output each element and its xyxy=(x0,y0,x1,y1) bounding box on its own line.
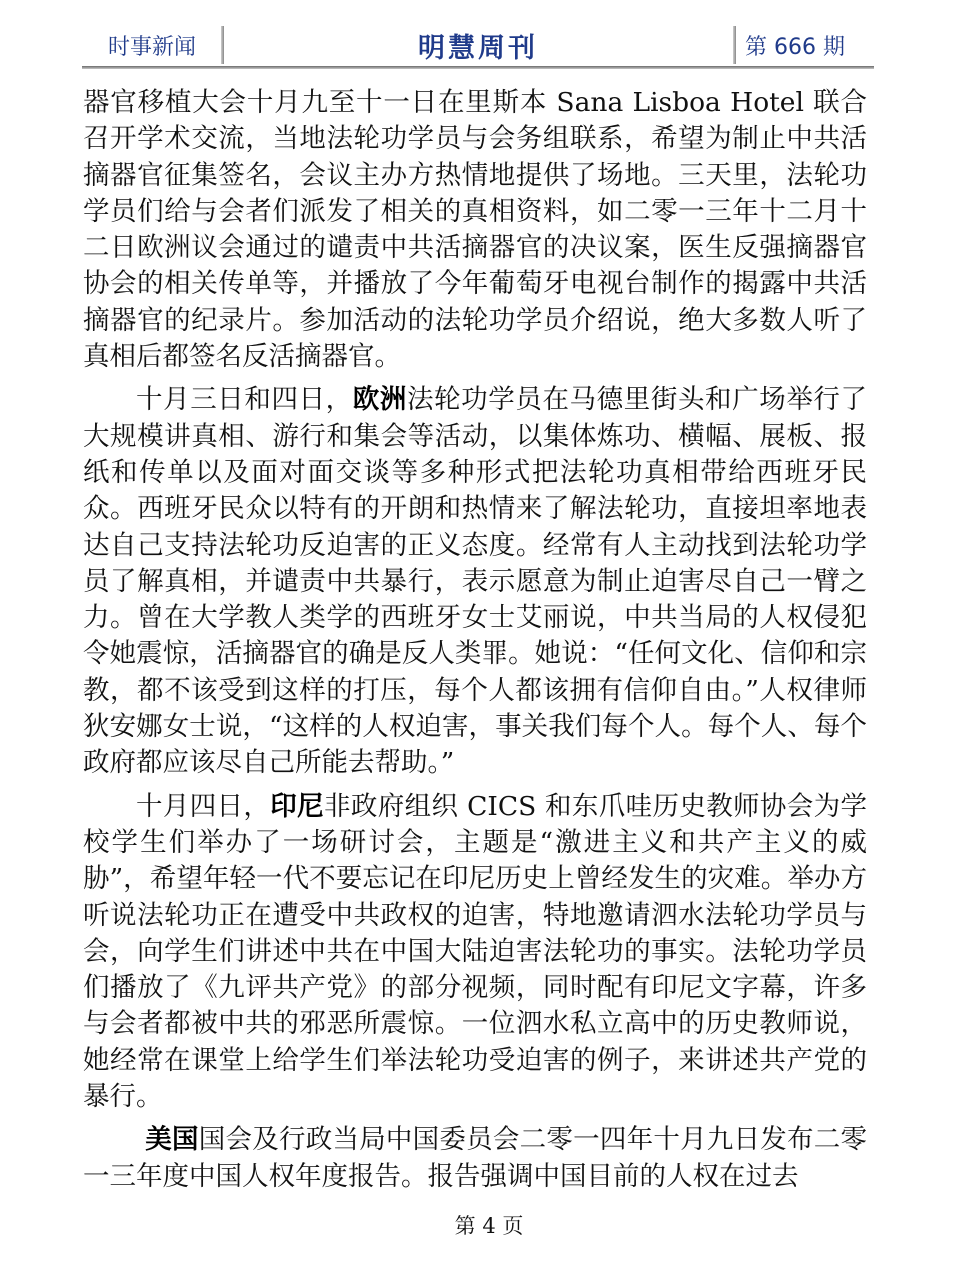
article-body xyxy=(83,85,867,1202)
section-label: 时事新闻 xyxy=(108,35,197,60)
header-separator-right xyxy=(733,26,736,64)
region-highlight-usa: 美国 xyxy=(145,1124,199,1156)
paragraph-3 xyxy=(83,789,867,1116)
page-number: 第 4 页 xyxy=(454,1214,524,1238)
paragraph-text: 国会及行政当局中国委员会二零一四年十月九日发布二零一三年度中国人权年度报告。报告强调中国目前的人权在过去 xyxy=(83,1124,868,1192)
paragraph-text: 器官移植大会十月九至十一日在里斯本 Sana Lisboa Hotel 联合召开学术交流，当地法轮功学员与会务组联系，希望为制止中共活摘器官征集签名，会议主办方热情地提供了场地。三天里，法轮功学员们给与会者们派发了相关的真相资料，如二零一三年十二月十二日欧洲议会通过的谴责中共活摘器官的决议案，医生反强摘器官协会的相关传单等，并播放了今年葡萄牙电视台制作的揭露中共活摘器官的纪录片。参加活动的法轮功学员介绍说，绝大多数人听了真相后都签名反活摘器官。 xyxy=(83,87,867,373)
issue-number: 第 666 期 xyxy=(745,35,845,60)
paragraph-2 xyxy=(83,382,867,781)
paragraph-prefix: 十月三日和四日， xyxy=(136,384,353,416)
paragraph-prefix: 十月四日， xyxy=(136,790,271,822)
paragraph-text: 非政府组织 CICS 和东爪哇历史教师协会为学校学生们举办了一场研讨会，主题是“激进主义和共产主义的威胁”，希望年轻一代不要忘记在印尼历史上曾经发生的灾难。举办方听说法轮功正在遭受中共政权的迫害，特地邀请泗水法轮功学员与会，向学生们讲述中共在中国大陆迫害法轮功的事实。法轮功学员们播放了《九评共产党》的部分视频，同时配有印尼文字幕，许多与会者都被中共的邪恶所震惊。一位泗水私立高中的历史教师说，她经常在课堂上给学生们举法轮功受迫害的例子，来讲述共产党的暴行。 xyxy=(83,790,867,1113)
region-highlight-indonesia: 印尼 xyxy=(270,790,325,822)
paragraph-4 xyxy=(83,1122,867,1195)
page-header xyxy=(82,22,874,68)
region-highlight-europe: 欧洲 xyxy=(352,384,407,416)
publication-title: 明慧周刊 xyxy=(418,33,538,64)
header-rule xyxy=(82,66,874,69)
paragraph-text: 法轮功学员在马德里街头和广场举行了大规模讲真相、游行和集会等活动，以集体炼功、横幅、展板、报纸和传单以及面对面交谈等多种形式把法轮功真相带给西班牙民众。西班牙民众以特有的开朗和热情来了解法轮功，直接坦率地表达自己支持法轮功反迫害的正义态度。经常有人主动找到法轮功学员了解真相，并谴责中共暴行，表示愿意为制止迫害尽自己一臂之力。曾在大学教人类学的西班牙女士艾丽说，中共当局的人权侵犯令她震惊，活摘器官的确是反人类罪。她说：“任何文化、信仰和宗教，都不该受到这样的打压，每个人都该拥有信仰自由。”人权律师狄安娜女士说，“这样的人权迫害，事关我们每个人。每个人、每个政府都应该尽自己所能去帮助。” xyxy=(83,384,868,779)
paragraph-1 xyxy=(83,85,867,375)
